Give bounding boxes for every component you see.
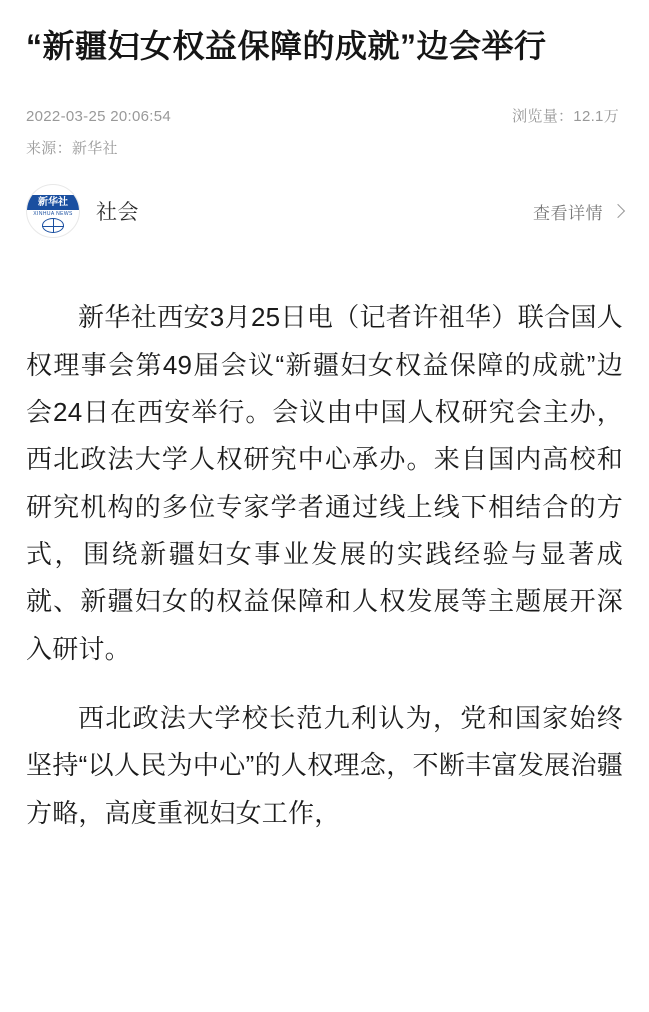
view-detail-link[interactable] (533, 199, 623, 224)
page-title: “新疆妇女权益保障的成就”边会举行 (26, 28, 547, 64)
logo-band-text: 新华社 (27, 195, 79, 210)
source-value: 新华社 (71, 140, 118, 158)
view-count-label: 浏览量： (512, 108, 574, 126)
view-count-value: 12.1万 (573, 108, 619, 126)
xinhua-logo-icon (26, 184, 80, 238)
publish-date: 2022-03-25 20:06:54 (26, 108, 171, 126)
article-body (26, 294, 623, 836)
publisher-info[interactable] (26, 184, 139, 238)
publisher-row[interactable] (26, 184, 623, 246)
channel-name: 社会 (96, 201, 139, 225)
article-page (0, 24, 649, 1012)
article-paragraph: 西北政法大学校长范九利认为，党和国家始终坚持“以人民为中心”的人权理念，不断丰富发展治疆方略，高度重视妇女工作， (26, 702, 623, 828)
logo-sub-text: XINHUA NEWS (33, 211, 73, 218)
source-label: 来源： (26, 140, 72, 158)
view-count (512, 105, 623, 126)
view-detail-label: 查看详情 (533, 203, 603, 223)
article-source (26, 137, 623, 158)
chevron-right-icon (611, 204, 625, 218)
globe-icon (42, 218, 64, 233)
article-paragraph: 新华社西安3月25日电（记者许祖华）联合国人权理事会第49届会议“新疆妇女权益保障的成就”边会24日在西安举行。会议由中国人权研究会主办，西北政法大学人权研究中心承办。来自国内高校和研究机构的多位专家学者通过线上线下相结合的方式，围绕新疆妇女事业发展的实践经验与显著成就、新疆妇女的权益保障和人权发展等主题展开深入研讨。 (26, 302, 623, 664)
article-meta (26, 105, 623, 126)
